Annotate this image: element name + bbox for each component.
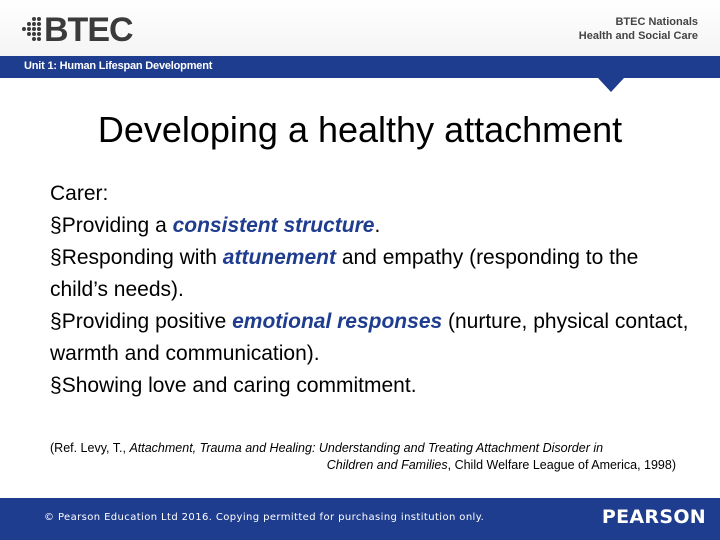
bullet-marker: § bbox=[50, 374, 62, 397]
btec-logo bbox=[22, 12, 133, 48]
slide-title: Developing a healthy attachment bbox=[97, 109, 623, 150]
reference-line-1 bbox=[50, 440, 676, 457]
bullet-text: Responding with bbox=[61, 246, 223, 269]
reference-book-title-cont: Children and Families bbox=[326, 458, 448, 472]
reference-publisher: , Child Welfare League of America, 1998) bbox=[447, 458, 676, 472]
slide-header bbox=[0, 0, 720, 56]
logo-text: BTEC bbox=[44, 11, 133, 49]
unit-bar bbox=[0, 56, 720, 78]
bullet-item bbox=[50, 242, 690, 306]
bullet-item bbox=[50, 210, 690, 242]
bullet-text: Providing positive bbox=[61, 310, 233, 333]
bullet-text: . bbox=[374, 214, 381, 237]
bullet-item bbox=[50, 306, 690, 370]
keyword: consistent structure bbox=[172, 214, 375, 237]
brand-line-1: BTEC Nationals bbox=[615, 16, 698, 28]
unit-label: Unit 1: Human Lifespan Development bbox=[24, 60, 213, 72]
btec-dots-logo-icon bbox=[22, 16, 42, 44]
reference-note bbox=[50, 440, 676, 474]
keyword: emotional responses bbox=[232, 310, 443, 333]
intro-line: Carer: bbox=[50, 182, 109, 205]
pearson-logo: PEARSON bbox=[601, 506, 706, 528]
reference-prefix: (Ref. Levy, T., bbox=[50, 441, 130, 455]
bullet-marker: § bbox=[50, 246, 62, 269]
bullet-text: Providing a bbox=[61, 214, 173, 237]
slide-footer bbox=[0, 498, 720, 540]
bullet-text: and empathy (responding to the child’s needs). bbox=[50, 246, 639, 301]
brand-line-2: Health and Social Care bbox=[578, 30, 698, 42]
bullet-text: Showing love and caring commitment. bbox=[61, 374, 417, 397]
bullet-item bbox=[50, 370, 690, 402]
copyright-notice: © Pearson Education Ltd 2016. Copying permitted for purchasing institution only. bbox=[44, 512, 485, 523]
triangle-notch-icon bbox=[598, 78, 624, 92]
bullet-text: (nurture, physical contact, warmth and communication). bbox=[50, 310, 689, 365]
bullet-marker: § bbox=[50, 310, 62, 333]
course-brand bbox=[579, 15, 698, 43]
reference-book-title: Attachment, Trauma and Healing: Understanding and Treating Attachment Disorder in bbox=[129, 441, 604, 455]
reference-line-2 bbox=[50, 457, 676, 474]
keyword: attunement bbox=[222, 246, 336, 269]
slide-body bbox=[50, 178, 690, 402]
bullet-marker: § bbox=[50, 214, 62, 237]
